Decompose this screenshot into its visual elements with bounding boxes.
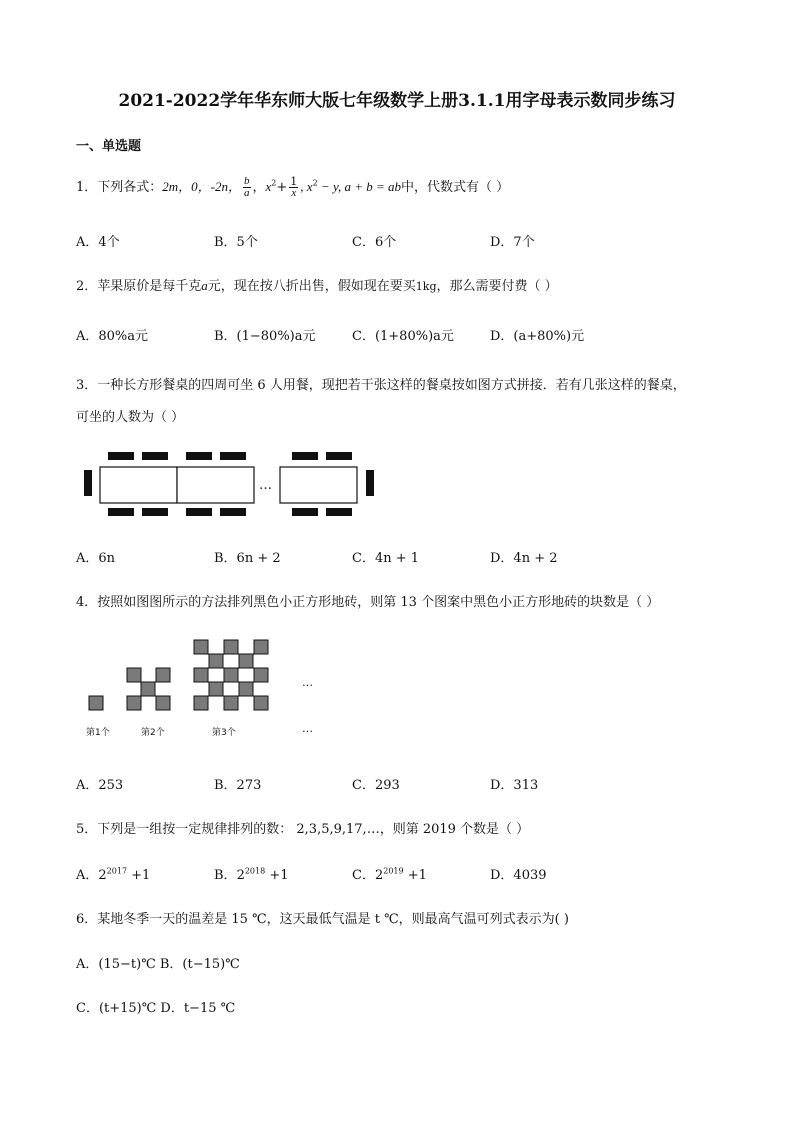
q1-plus: + bbox=[276, 180, 288, 195]
chair bbox=[220, 508, 246, 516]
q2-text-c: ，那么需要付费（ ） bbox=[436, 279, 558, 294]
chair bbox=[108, 452, 134, 460]
tile bbox=[224, 696, 238, 710]
table-ellipsis: … bbox=[259, 478, 272, 493]
tile bbox=[254, 668, 268, 682]
tile bbox=[156, 696, 170, 710]
q2-var: a bbox=[201, 278, 208, 293]
question-1 bbox=[76, 176, 509, 199]
q6-options-line2: C．(t+15)℃ D．t−15 ℃ bbox=[76, 1001, 236, 1016]
tile bbox=[209, 654, 223, 668]
q1-frac-num: b bbox=[244, 175, 250, 187]
q4-option-b: B．273 bbox=[214, 778, 262, 793]
q5-option-a bbox=[76, 864, 150, 883]
chair bbox=[366, 470, 374, 496]
question-3-line2: 可坐的人数为（ ） bbox=[76, 410, 185, 425]
q1-expr-e: − y, a + b = ab bbox=[317, 179, 402, 194]
q5-opt-b-label: B． bbox=[214, 868, 237, 883]
chair bbox=[326, 452, 352, 460]
q5-option-b bbox=[214, 864, 289, 883]
question-5: 5．下列是一组按一定规律排列的数： 2,3,5,9,17,…，则第 2019 个数是（ ） bbox=[76, 822, 530, 837]
q1-exp-d: 2 bbox=[312, 178, 318, 188]
chair bbox=[326, 508, 352, 516]
chair bbox=[292, 508, 318, 516]
q5-opt-c-label: C． bbox=[352, 868, 375, 883]
section-heading: 一、单选题 bbox=[76, 139, 142, 154]
q1-frac-1-over-x bbox=[289, 176, 298, 199]
table bbox=[100, 467, 177, 503]
q5-option-c bbox=[352, 864, 427, 883]
q5-opt-c-tail: +1 bbox=[403, 868, 427, 883]
q4-option-d: D．313 bbox=[490, 778, 539, 793]
question-2 bbox=[76, 275, 558, 294]
q4-option-c: C．293 bbox=[352, 778, 400, 793]
q5-opt-b-tail: +1 bbox=[265, 868, 289, 883]
pattern-label-2: 第2个 bbox=[141, 728, 165, 738]
q5-opt-a-base: 2 bbox=[98, 868, 107, 883]
tile bbox=[127, 696, 141, 710]
tile bbox=[194, 696, 208, 710]
pattern-label-1: 第1个 bbox=[86, 728, 110, 738]
tile bbox=[239, 682, 253, 696]
q1-expr-c: x bbox=[265, 179, 272, 194]
chair bbox=[292, 452, 318, 460]
tile bbox=[194, 640, 208, 654]
q5-option-d: D．4039 bbox=[490, 868, 547, 883]
pattern-label-3: 第3个 bbox=[212, 728, 236, 738]
chair bbox=[142, 508, 168, 516]
q3-option-b: B．6n + 2 bbox=[214, 551, 281, 566]
tile bbox=[224, 668, 238, 682]
question-3-line1: 3．一种长方形餐桌的四周可坐 6 人用餐，现把若干张这样的餐桌按如图方式拼接．若有几张这样的餐桌， bbox=[76, 378, 686, 393]
table bbox=[177, 467, 254, 503]
q1-frac2-num: 1 bbox=[290, 175, 298, 188]
tile bbox=[194, 668, 208, 682]
tables-figure bbox=[80, 448, 390, 520]
q2-text-b: 元，现在按八折出售，假如现在要买 bbox=[207, 279, 416, 294]
q5-opt-b-exp: 2018 bbox=[244, 866, 266, 876]
chair bbox=[186, 452, 212, 460]
q1-expr-a: 2m，0，-2n， bbox=[162, 179, 241, 194]
q1-frac-den: a bbox=[244, 187, 250, 199]
tile bbox=[127, 668, 141, 682]
q1-option-a: A．4个 bbox=[76, 235, 120, 250]
q1-sep: ， bbox=[252, 180, 266, 195]
q3-option-c: C．4n + 1 bbox=[352, 551, 420, 566]
pattern-dots-top: … bbox=[302, 676, 313, 689]
chair bbox=[108, 508, 134, 516]
q1-prefix: 1．下列各式： bbox=[76, 180, 163, 195]
q1-frac2-den: x bbox=[291, 187, 297, 199]
page-title: 2021-2022学年华东师大版七年级数学上册3.1.1用字母表示数同步练习 bbox=[118, 91, 676, 111]
tile bbox=[89, 696, 103, 710]
question-4: 4．按照如图图所示的方法排列黑色小正方形地砖，则第 13 个图案中黑色小正方形地砖的块数是（ ） bbox=[76, 595, 660, 610]
q5-opt-a-label: A． bbox=[76, 868, 99, 883]
tile-patterns-figure bbox=[80, 632, 330, 747]
q1-suffix: 中，代数式有（ ） bbox=[401, 180, 510, 195]
table bbox=[280, 467, 357, 503]
q2-option-b: B．(1−80%)a元 bbox=[214, 329, 316, 344]
q5-opt-a-tail: +1 bbox=[127, 868, 151, 883]
tile bbox=[156, 668, 170, 682]
q2-option-c: C．(1+80%)a元 bbox=[352, 329, 454, 344]
q1-option-b: B．5个 bbox=[214, 235, 258, 250]
chair bbox=[186, 508, 212, 516]
tile bbox=[239, 654, 253, 668]
tile bbox=[254, 640, 268, 654]
q1-frac-b-over-a bbox=[243, 176, 251, 199]
pattern-dots-bottom: … bbox=[302, 722, 313, 735]
q4-option-a: A．253 bbox=[76, 778, 124, 793]
q3-option-a: A．6n bbox=[76, 551, 116, 566]
question-6: 6．某地冬季一天的温差是 15 ℃，这天最低气温是 t ℃，则最高气温可列式表示为( ) bbox=[76, 912, 569, 927]
q5-opt-a-exp: 2017 bbox=[106, 866, 128, 876]
q5-opt-b-base: 2 bbox=[236, 868, 245, 883]
q2-option-d: D．(a+80%)元 bbox=[490, 329, 585, 344]
q1-exp-c: 2 bbox=[271, 178, 277, 188]
tile bbox=[141, 682, 155, 696]
q2-option-a: A．80%a元 bbox=[76, 329, 149, 344]
q5-opt-c-exp: 2019 bbox=[383, 866, 404, 876]
tile bbox=[254, 696, 268, 710]
q1-option-d: D．7个 bbox=[490, 235, 535, 250]
chair bbox=[220, 452, 246, 460]
q2-unit: 1kg bbox=[415, 280, 437, 293]
q1-option-c: C．6个 bbox=[352, 235, 397, 250]
q1-expr-d: , x bbox=[300, 179, 313, 194]
chair bbox=[142, 452, 168, 460]
q5-opt-c-base: 2 bbox=[374, 868, 384, 883]
q2-text-a: 2．苹果原价是每千克 bbox=[76, 279, 202, 294]
q3-option-d: D．4n + 2 bbox=[490, 551, 558, 566]
q6-options-line1: A．(15−t)℃ B．(t−15)℃ bbox=[76, 957, 240, 972]
tile bbox=[224, 640, 238, 654]
chair bbox=[84, 470, 92, 496]
tile bbox=[209, 682, 223, 696]
